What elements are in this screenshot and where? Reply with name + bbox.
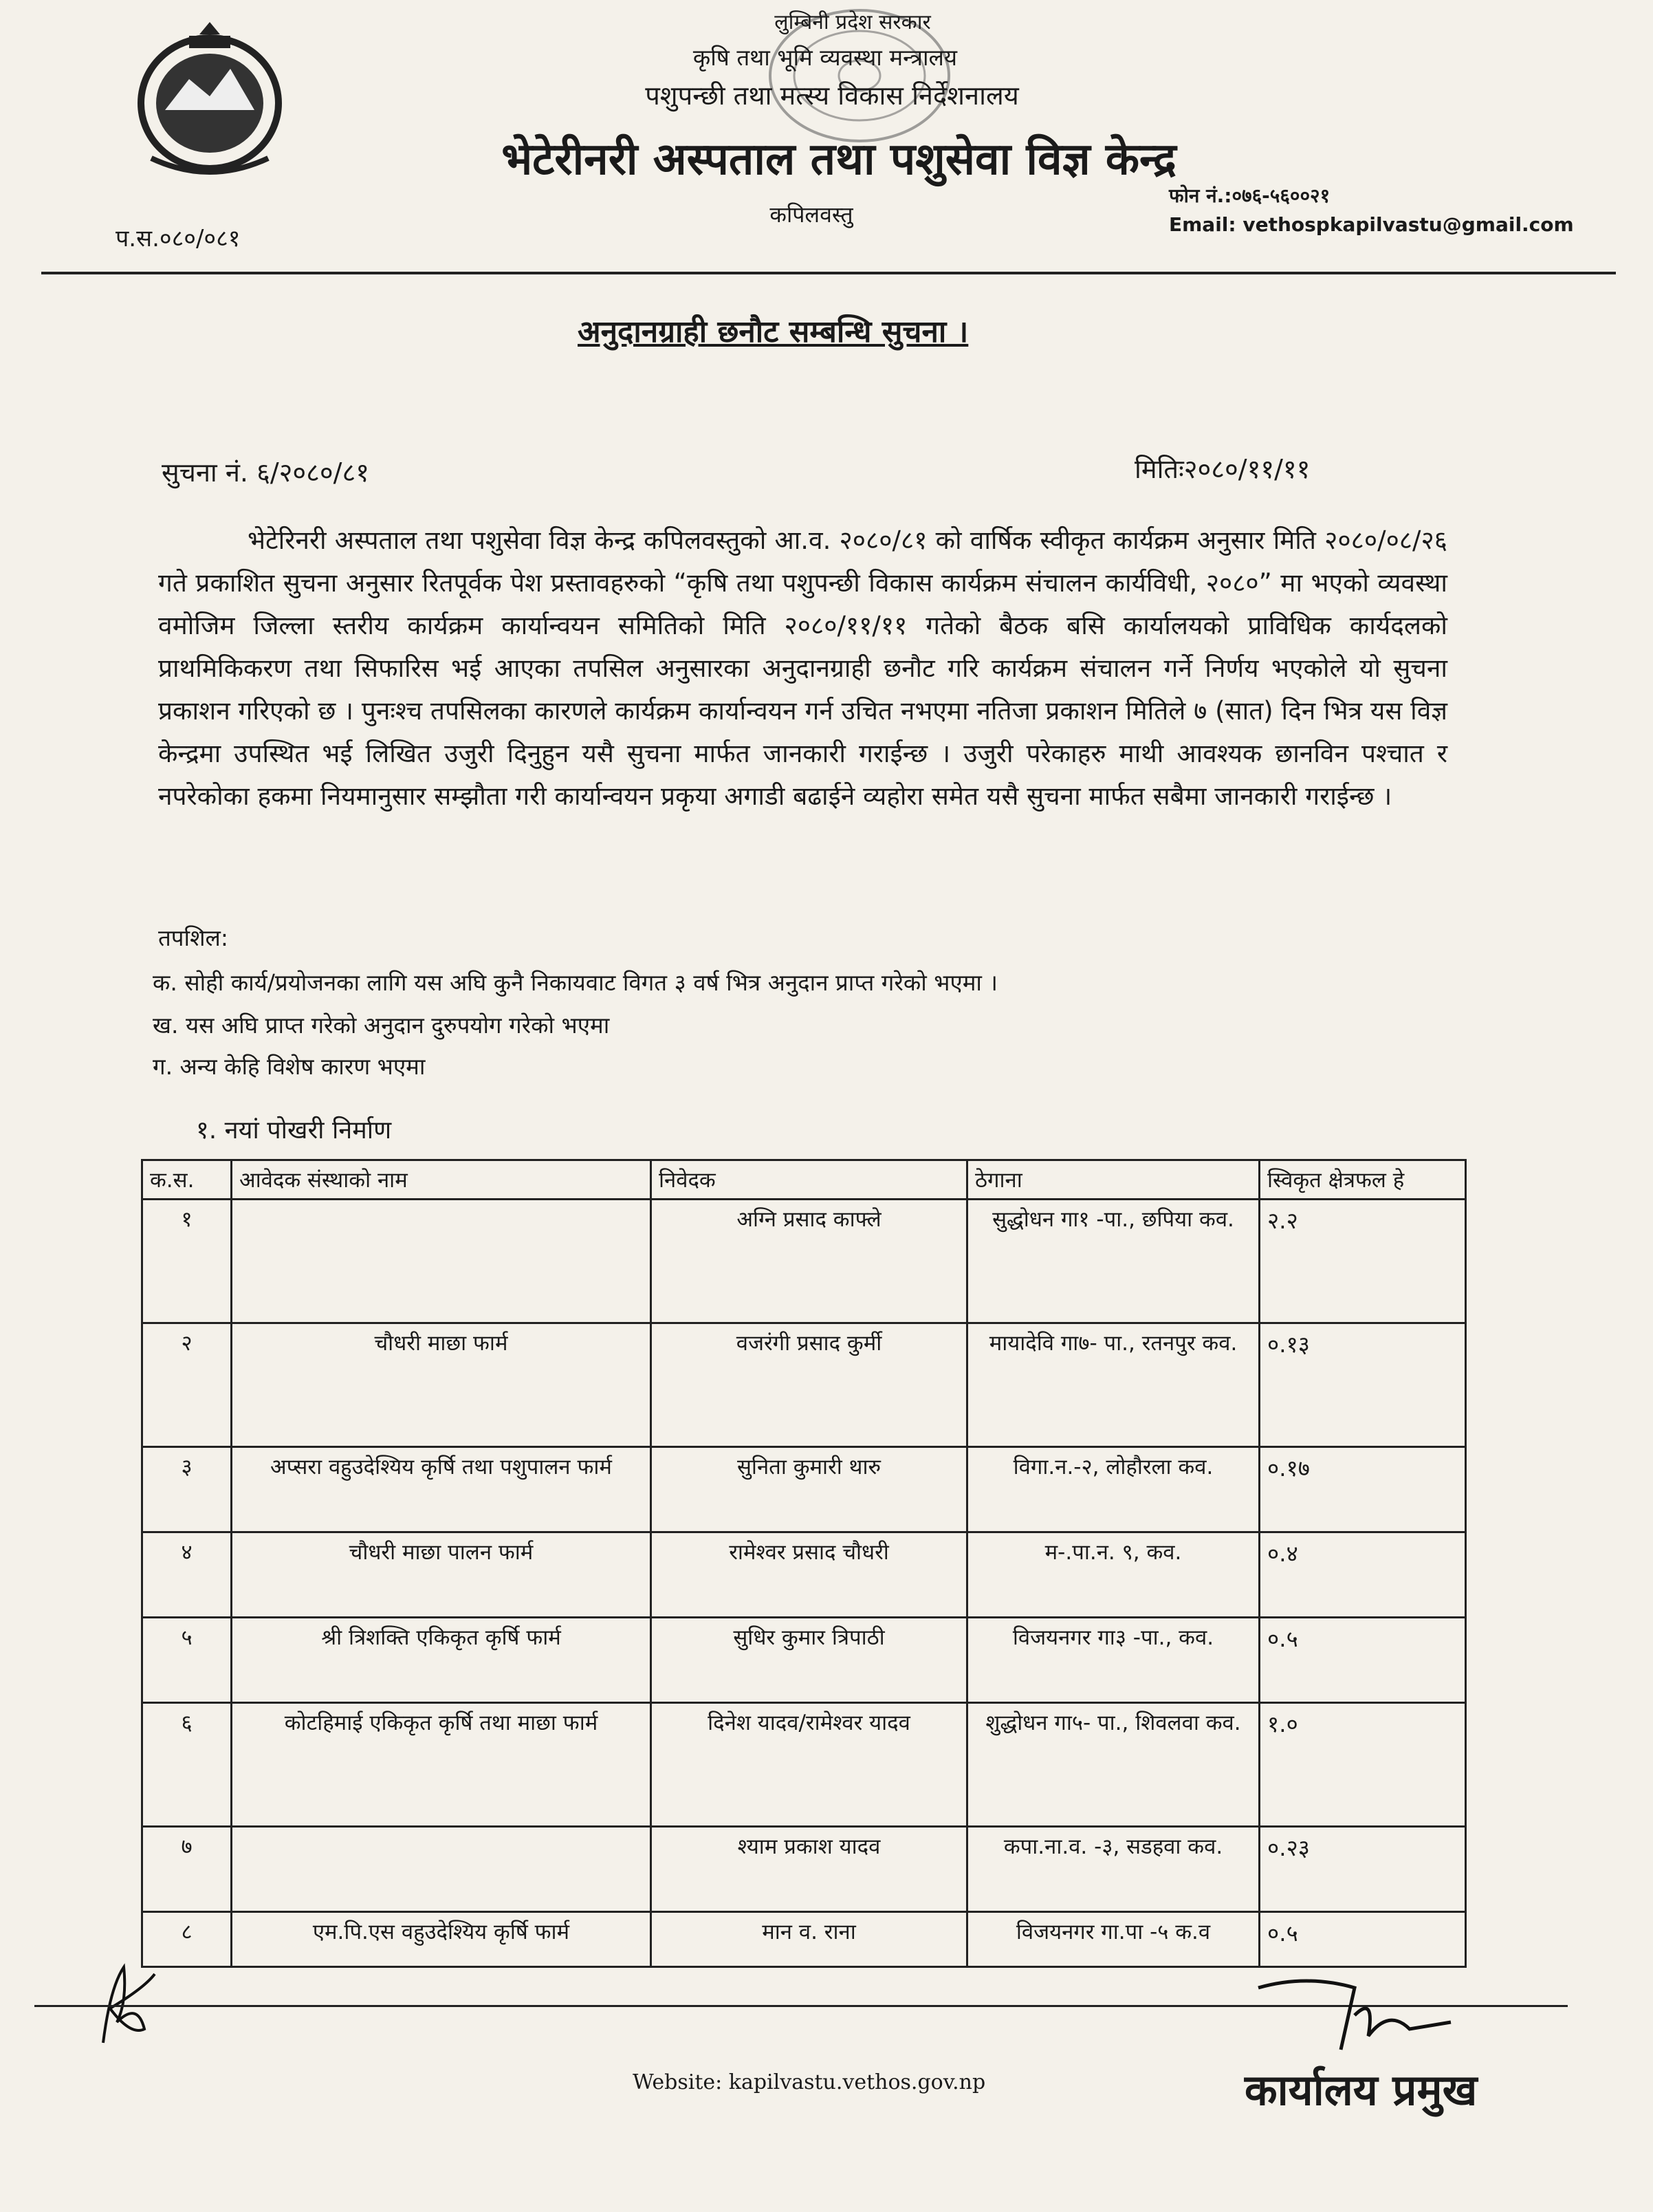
col-header-sn: क.स. [142, 1160, 232, 1200]
cell-org [232, 1200, 651, 1323]
cell-applicant: रामेश्वर प्रसाद चौधरी [651, 1532, 967, 1618]
cell-org: चौधरी माछा फार्म [232, 1323, 651, 1447]
cell-applicant: दिनेश यादव/रामेश्वर यादव [651, 1703, 967, 1827]
details-title: तपशिल: [158, 924, 229, 951]
header-province: लुम्बिनी प्रदेश सरकार [774, 10, 931, 34]
cell-org: एम.पि.एस वहुउदेश्यिय कृर्षि फार्म [232, 1912, 651, 1967]
cell-applicant: वजरंगी प्रसाद कुर्मी [651, 1323, 967, 1447]
cell-address: विगा.न.-२, लोहौरला कव. [967, 1447, 1260, 1532]
section-title: १. नयां पोखरी निर्माण [196, 1116, 392, 1145]
table-header-row [142, 1160, 1466, 1200]
cell-applicant: श्याम प्रकाश यादव [651, 1827, 967, 1912]
cell-sn: ४ [142, 1532, 232, 1618]
signature-right-icon [1251, 1967, 1458, 2063]
cell-org: कोटहिमाई एकिकृत कृर्षि तथा माछा फार्म [232, 1703, 651, 1827]
reference-number: प.स.०८०/०८१ [116, 225, 241, 252]
table-row [142, 1618, 1466, 1703]
cell-org [232, 1827, 651, 1912]
header-office-name: भेटेरीनरी अस्पताल तथा पशुसेवा विज्ञ केन्द्र [501, 134, 1176, 185]
cell-sn: ७ [142, 1827, 232, 1912]
col-header-area: स्विकृत क्षेत्रफल हे [1260, 1160, 1466, 1200]
cell-area: ०.४ [1260, 1532, 1466, 1618]
cell-sn: ३ [142, 1447, 232, 1532]
table-row [142, 1323, 1466, 1447]
header-directorate: पशुपन्छी तथा मत्स्य विकास निर्देशनालय [645, 80, 1019, 111]
cell-address: शुद्धोधन गा५- पा., शिवलवा कव. [967, 1703, 1260, 1827]
cell-area: ०.१३ [1260, 1323, 1466, 1447]
cell-applicant: सुनिता कुमारी थारु [651, 1447, 967, 1532]
cell-address: मायादेवि गा७- पा., रतनपुर कव. [967, 1323, 1260, 1447]
notice-date: मितिः२०८०/११/११ [1135, 454, 1311, 484]
cell-sn: ८ [142, 1912, 232, 1967]
table-row [142, 1200, 1466, 1323]
office-chief-label: कार्यालय प्रमुख [1245, 2065, 1478, 2115]
header-ministry: कृषि तथा भूमि व्यवस्था मन्त्रालय [692, 44, 958, 71]
col-header-org: आवेदक संस्थाको नाम [232, 1160, 651, 1200]
detail-item: ग. अन्य केहि विशेष कारण भएमा [153, 1053, 426, 1080]
cell-applicant: मान व. राना [651, 1912, 967, 1967]
cell-area: ०.५ [1260, 1912, 1466, 1967]
cell-org: अप्सरा वहुउदेश्यिय कृर्षि तथा पशुपालन फार्म [232, 1447, 651, 1532]
cell-org: चौधरी माछा पालन फार्म [232, 1532, 651, 1618]
cell-applicant: सुधिर कुमार त्रिपाठी [651, 1618, 967, 1703]
notice-body: भेटेरिनरी अस्पताल तथा पशुसेवा विज्ञ केन्द्र कपिलवस्तुको आ.व. २०८०/८१ को वार्षिक स्वीकृत कार्यक्रम अनुसार मिति २०८०/०८/२६ गते प्रकाशित सुचना अनुसार रितपूर्वक पेश प्रस्तावहरुको “कृषि तथा पशुपन्छी विकास कार्यक्रम संचालन कार्यविधी, २०८०” मा भएको व्यवस्था वमोजिम जिल्ला स्तरीय कार्यक्रम कार्यान्वयन समितिको मिति २०८०/११/११ गतेको बैठक बसि कार्यालयको प्राविधिक कार्यदलको प्राथमिकिकरण तथा सिफारिस भई आएका तपसिल अनुसारका अनुदानग्राही छनौट गरि कार्यक्रम संचालन गर्ने निर्णय भएकोले यो सुचना प्रकाशन गरिएको छ । पुनःश्च तपसिलका कारणले कार्यक्रम कार्यान्वयन गर्न उचित नभएमा नतिजा प्रकाशन मितिले ७ (सात) दिन भित्र यस विज्ञ केन्द्रमा उपस्थित भई लिखित उजुरी दिनुहुन यसै सुचना मार्फत जानकारी गराईन्छ । उजुरी परेकाहरु माथी आवश्यक छानविन पश्चात र नपरेकोका हकमा नियमानुसार सम्झौता गरी कार्यान्वयन प्रकृया अगाडी बढाईने व्यहोरा समेत यसै सुचना मार्फत सबैमा जानकारी गराईन्छ । [158, 525, 1447, 811]
detail-item: क. सोही कार्य/प्रयोजनका लागि यस अघि कुनै निकायवाट विगत ३ वर्ष भित्र अनुदान प्राप्त गरेको भएमा । [153, 969, 998, 996]
cell-sn: ६ [142, 1703, 232, 1827]
notice-subject: अनुदानग्राही छनौट सम्बन्धि सुचना । [578, 314, 969, 349]
cell-area: ०.१७ [1260, 1447, 1466, 1532]
cell-sn: १ [142, 1200, 232, 1323]
email-address: Email: vethospkapilvastu@gmail.com [1169, 213, 1574, 236]
phone-number: फोन नं.:०७६-५६००२१ [1169, 184, 1331, 207]
footer-website: Website: kapilvastu.vethos.gov.np [633, 2070, 986, 2094]
nepal-emblem-icon [124, 21, 296, 179]
col-header-address: ठेगाना [967, 1160, 1260, 1200]
notice-number: सुचना नं. ६/२०८०/८१ [162, 457, 370, 488]
cell-address: सुद्धोधन गा१ -पा., छपिया कव. [967, 1200, 1260, 1323]
table-row [142, 1703, 1466, 1827]
cell-area: ०.२३ [1260, 1827, 1466, 1912]
cell-area: ०.५ [1260, 1618, 1466, 1703]
grantee-table [141, 1159, 1467, 1968]
cell-area: १.० [1260, 1703, 1466, 1827]
table-row [142, 1912, 1466, 1967]
cell-area: २.२ [1260, 1200, 1466, 1323]
cell-address: म-.पा.न. ९, कव. [967, 1532, 1260, 1618]
cell-address: कपा.ना.व. -३, सडहवा कव. [967, 1827, 1260, 1912]
table-row [142, 1827, 1466, 1912]
table-row [142, 1447, 1466, 1532]
cell-address: विजयनगर गा३ -पा., कव. [967, 1618, 1260, 1703]
header-divider [41, 272, 1616, 274]
cell-sn: २ [142, 1323, 232, 1447]
cell-address: विजयनगर गा.पा -५ क.व [967, 1912, 1260, 1967]
col-header-applicant: निवेदक [651, 1160, 967, 1200]
detail-item: ख. यस अघि प्राप्त गरेको अनुदान दुरुपयोग गरेको भएमा [153, 1012, 610, 1039]
cell-applicant: अग्नि प्रसाद काफ्ले [651, 1200, 967, 1323]
cell-sn: ५ [142, 1618, 232, 1703]
table-row [142, 1532, 1466, 1618]
header-district: कपिलवस्तु [769, 202, 853, 228]
cell-org: श्री त्रिशक्ति एकिकृत कृर्षि फार्म [232, 1618, 651, 1703]
